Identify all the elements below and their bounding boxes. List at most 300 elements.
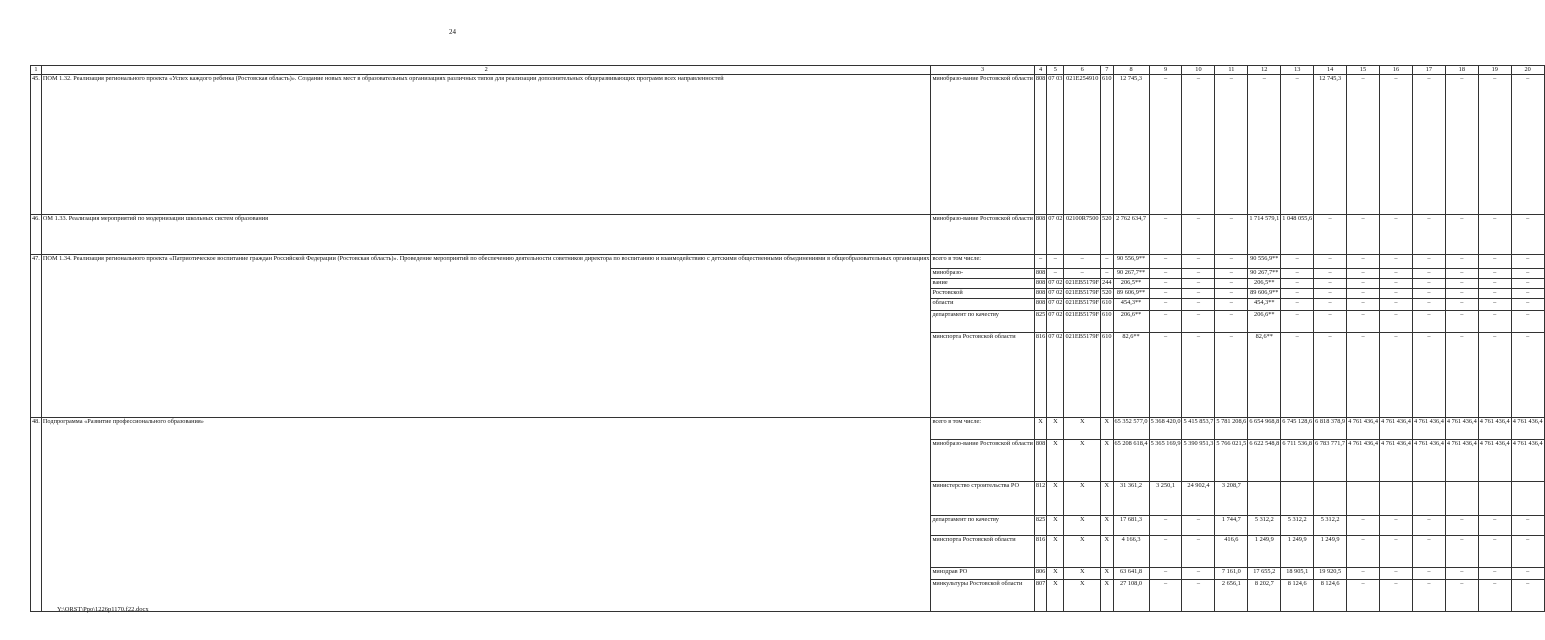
grbs-code: – <box>1034 255 1046 269</box>
table-row <box>31 255 1545 269</box>
amount-cell: – <box>1445 580 1478 612</box>
column-header-row <box>31 66 1545 75</box>
amount-cell: 90 267,7** <box>1113 269 1149 279</box>
amount-cell: 6 783 771,7 <box>1314 440 1347 482</box>
amount-cell: 17 655,2 <box>1248 568 1281 580</box>
amount-cell: – <box>1347 215 1380 255</box>
amount-cell: 18 905,1 <box>1281 568 1314 580</box>
amount-cell: 206,5** <box>1248 279 1281 289</box>
column-header: 5 <box>1047 66 1064 75</box>
amount-cell: 24 902,4 <box>1182 482 1215 516</box>
amount-cell: 12 745,3 <box>1314 75 1347 215</box>
amount-cell: 2 656,1 <box>1215 580 1248 612</box>
amount-cell: 1 249,9 <box>1281 536 1314 568</box>
amount-cell: – <box>1347 255 1380 269</box>
amount-cell: 90 556,9** <box>1113 255 1149 269</box>
amount-cell: – <box>1478 311 1511 333</box>
amount-cell: – <box>1478 536 1511 568</box>
amount-cell: 4 761 436,4 <box>1478 440 1511 482</box>
amount-cell: – <box>1511 580 1544 612</box>
target-article-code: – <box>1064 255 1101 269</box>
amount-cell: 31 361,2 <box>1113 482 1149 516</box>
amount-cell: – <box>1149 75 1182 215</box>
target-article-code: X <box>1064 536 1101 568</box>
amount-cell: – <box>1149 289 1182 299</box>
amount-cell: 82,6** <box>1113 333 1149 418</box>
grbs-code: 825 <box>1034 311 1046 333</box>
amount-cell: 6 818 378,9 <box>1314 418 1347 440</box>
amount-cell: – <box>1182 279 1215 289</box>
amount-cell: – <box>1380 279 1413 289</box>
amount-cell: – <box>1478 299 1511 311</box>
amount-cell: – <box>1182 536 1215 568</box>
expense-type-code: X <box>1101 536 1113 568</box>
amount-cell: – <box>1478 269 1511 279</box>
target-article-code: 021EB5179F <box>1064 279 1101 289</box>
amount-cell: 5 365 169,9 <box>1149 440 1182 482</box>
amount-cell: – <box>1182 215 1215 255</box>
expense-type-code: 610 <box>1101 311 1113 333</box>
executor-cell: минобразо-вание Ростовской области <box>931 215 1034 255</box>
amount-cell: – <box>1412 75 1445 215</box>
amount-cell: 4 761 436,4 <box>1445 418 1478 440</box>
section-code: X <box>1047 418 1064 440</box>
amount-cell: – <box>1445 568 1478 580</box>
amount-cell: – <box>1182 580 1215 612</box>
amount-cell: – <box>1182 299 1215 311</box>
amount-cell: – <box>1380 215 1413 255</box>
amount-cell: – <box>1412 299 1445 311</box>
section-code: X <box>1047 516 1064 536</box>
target-article-code: X <box>1064 568 1101 580</box>
expense-type-code: X <box>1101 482 1113 516</box>
grbs-code: 808 <box>1034 299 1046 311</box>
amount-cell: 206,5** <box>1113 279 1149 289</box>
section-code: 07 02 <box>1047 333 1064 418</box>
amount-cell: – <box>1380 568 1413 580</box>
executor-cell: минобразо- <box>931 269 1034 279</box>
table-row <box>31 215 1545 255</box>
row-number: 45. <box>31 75 42 215</box>
expense-type-code: 610 <box>1101 75 1113 215</box>
amount-cell: – <box>1380 311 1413 333</box>
expense-type-code: – <box>1101 255 1113 269</box>
amount-cell: 1 048 055,6 <box>1281 215 1314 255</box>
column-header: 7 <box>1101 66 1113 75</box>
target-article-code: 021EB5179F <box>1064 333 1101 418</box>
grbs-code: 808 <box>1034 75 1046 215</box>
amount-cell: – <box>1445 299 1478 311</box>
amount-cell: – <box>1281 333 1314 418</box>
table-row <box>31 75 1545 215</box>
column-header: 8 <box>1113 66 1149 75</box>
column-header: 12 <box>1248 66 1281 75</box>
amount-cell: – <box>1511 333 1544 418</box>
column-header: 15 <box>1347 66 1380 75</box>
amount-cell: – <box>1182 75 1215 215</box>
amount-cell: – <box>1380 289 1413 299</box>
section-code: X <box>1047 440 1064 482</box>
amount-cell: 6 654 968,8 <box>1248 418 1281 440</box>
amount-cell: – <box>1511 269 1544 279</box>
amount-cell: – <box>1347 568 1380 580</box>
amount-cell: – <box>1149 333 1182 418</box>
amount-cell: 4 761 436,4 <box>1511 418 1544 440</box>
amount-cell: 4 761 436,4 <box>1380 418 1413 440</box>
amount-cell: – <box>1380 516 1413 536</box>
amount-cell: – <box>1281 269 1314 279</box>
amount-cell: – <box>1281 255 1314 269</box>
section-code: 07 02 <box>1047 299 1064 311</box>
measure-name: ОМ 1.33. Реализация мероприятий по модернизации школьных систем образования <box>41 215 931 255</box>
amount-cell: – <box>1314 215 1347 255</box>
amount-cell: – <box>1412 580 1445 612</box>
amount-cell: – <box>1149 279 1182 289</box>
amount-cell: 4 761 436,4 <box>1412 418 1445 440</box>
amount-cell: – <box>1478 215 1511 255</box>
amount-cell: – <box>1412 516 1445 536</box>
amount-cell: – <box>1445 289 1478 299</box>
amount-cell: 5 312,2 <box>1281 516 1314 536</box>
amount-cell: – <box>1281 311 1314 333</box>
amount-cell: 4 761 436,4 <box>1347 418 1380 440</box>
executor-cell: вание <box>931 279 1034 289</box>
expense-type-code: X <box>1101 418 1113 440</box>
amount-cell: – <box>1347 75 1380 215</box>
amount-cell: 90 267,7** <box>1248 269 1281 279</box>
amount-cell: 65 208 618,4 <box>1113 440 1149 482</box>
amount-cell: 1 249,9 <box>1314 536 1347 568</box>
amount-cell: 5 781 208,6 <box>1215 418 1248 440</box>
row-number: 47. <box>31 255 42 418</box>
amount-cell: – <box>1182 516 1215 536</box>
amount-cell: – <box>1412 279 1445 289</box>
amount-cell: – <box>1215 215 1248 255</box>
amount-cell: – <box>1347 299 1380 311</box>
target-article-code: – <box>1064 269 1101 279</box>
amount-cell: – <box>1215 279 1248 289</box>
amount-cell: – <box>1380 269 1413 279</box>
expense-type-code: 610 <box>1101 299 1113 311</box>
amount-cell: – <box>1314 255 1347 269</box>
amount-cell: – <box>1314 289 1347 299</box>
budget-table <box>30 65 1545 612</box>
column-header: 9 <box>1149 66 1182 75</box>
amount-cell: – <box>1215 311 1248 333</box>
target-article-code: 021EB5179F <box>1064 289 1101 299</box>
amount-cell: – <box>1314 311 1347 333</box>
amount-cell: 1 744,7 <box>1215 516 1248 536</box>
amount-cell: – <box>1314 269 1347 279</box>
target-article-code: X <box>1064 482 1101 516</box>
amount-cell: – <box>1182 255 1215 269</box>
amount-cell: – <box>1511 568 1544 580</box>
amount-cell: – <box>1182 289 1215 299</box>
amount-cell <box>1445 482 1478 516</box>
target-article-code: X <box>1064 580 1101 612</box>
executor-cell: минобразо-вание Ростовской области <box>931 440 1034 482</box>
expense-type-code: X <box>1101 568 1113 580</box>
executor-cell: минкультуры Ростовской области <box>931 580 1034 612</box>
file-path-footer: Y:\ORST\Ppo\1226p1170.f22.docx <box>57 606 149 613</box>
amount-cell: – <box>1478 75 1511 215</box>
column-header: 1 <box>31 66 42 75</box>
executor-cell: минздрав РО <box>931 568 1034 580</box>
amount-cell: – <box>1445 311 1478 333</box>
amount-cell: 1 714 579,1 <box>1248 215 1281 255</box>
column-header: 18 <box>1445 66 1478 75</box>
amount-cell: 4 761 436,4 <box>1347 440 1380 482</box>
amount-cell: – <box>1182 269 1215 279</box>
executor-cell: департамент по качеству <box>931 311 1034 333</box>
amount-cell: – <box>1478 568 1511 580</box>
grbs-code: 816 <box>1034 536 1046 568</box>
amount-cell: 4 761 436,4 <box>1511 440 1544 482</box>
column-header: 17 <box>1412 66 1445 75</box>
amount-cell: – <box>1149 311 1182 333</box>
amount-cell: – <box>1478 279 1511 289</box>
amount-cell: – <box>1511 75 1544 215</box>
column-header: 2 <box>41 66 931 75</box>
row-number: 46. <box>31 215 42 255</box>
amount-cell: 454,3** <box>1248 299 1281 311</box>
executor-cell: области <box>931 299 1034 311</box>
amount-cell: 5 312,2 <box>1248 516 1281 536</box>
amount-cell: – <box>1149 269 1182 279</box>
amount-cell: – <box>1149 215 1182 255</box>
target-article-code: X <box>1064 418 1101 440</box>
amount-cell: – <box>1412 311 1445 333</box>
column-header: 13 <box>1281 66 1314 75</box>
amount-cell: – <box>1347 516 1380 536</box>
amount-cell: – <box>1380 75 1413 215</box>
amount-cell <box>1511 482 1544 516</box>
amount-cell: 90 556,9** <box>1248 255 1281 269</box>
amount-cell: – <box>1380 536 1413 568</box>
amount-cell: – <box>1412 215 1445 255</box>
amount-cell: 27 108,0 <box>1113 580 1149 612</box>
amount-cell: – <box>1478 289 1511 299</box>
amount-cell <box>1248 482 1281 516</box>
amount-cell: – <box>1445 215 1478 255</box>
section-code: 07 03 <box>1047 75 1064 215</box>
amount-cell: – <box>1445 536 1478 568</box>
grbs-code: 807 <box>1034 580 1046 612</box>
amount-cell: – <box>1511 255 1544 269</box>
amount-cell: 5 415 853,7 <box>1182 418 1215 440</box>
amount-cell: – <box>1215 269 1248 279</box>
amount-cell: 5 368 420,0 <box>1149 418 1182 440</box>
amount-cell: – <box>1149 568 1182 580</box>
amount-cell: – <box>1445 75 1478 215</box>
amount-cell: 6 711 536,8 <box>1281 440 1314 482</box>
section-code: 07 02 <box>1047 215 1064 255</box>
amount-cell: – <box>1182 333 1215 418</box>
amount-cell: – <box>1412 255 1445 269</box>
amount-cell: – <box>1215 75 1248 215</box>
grbs-code: 808 <box>1034 215 1046 255</box>
executor-cell: минспорта Ростовской области <box>931 333 1034 418</box>
amount-cell: – <box>1478 333 1511 418</box>
amount-cell: – <box>1149 580 1182 612</box>
amount-cell: – <box>1445 269 1478 279</box>
amount-cell: 63 641,8 <box>1113 568 1149 580</box>
amount-cell: – <box>1412 333 1445 418</box>
amount-cell: 3 208,7 <box>1215 482 1248 516</box>
section-code: 07 02 <box>1047 289 1064 299</box>
amount-cell: – <box>1347 536 1380 568</box>
expense-type-code: – <box>1101 269 1113 279</box>
amount-cell: – <box>1281 289 1314 299</box>
expense-type-code: 244 <box>1101 279 1113 289</box>
executor-cell: департамент по качеству <box>931 516 1034 536</box>
target-article-code: 021E254910 <box>1064 75 1101 215</box>
measure-name: ПОМ 1.34. Реализация регионального проекта «Патриотическое воспитание граждан Российской Федерации (Ростовская область)». Проведение мероприятий по обеспечению деятельности советников директора по воспитанию и взаимодействию с детскими общественными объединениями в общеобразовательных организациях <box>41 255 931 418</box>
amount-cell: – <box>1149 299 1182 311</box>
amount-cell: – <box>1445 333 1478 418</box>
column-header: 3 <box>931 66 1034 75</box>
section-code: X <box>1047 482 1064 516</box>
amount-cell: 6 745 128,6 <box>1281 418 1314 440</box>
amount-cell: – <box>1511 299 1544 311</box>
amount-cell: 12 745,3 <box>1113 75 1149 215</box>
amount-cell: 89 606,9** <box>1248 289 1281 299</box>
grbs-code: 808 <box>1034 279 1046 289</box>
amount-cell: 65 352 577,0 <box>1113 418 1149 440</box>
amount-cell: – <box>1149 536 1182 568</box>
section-code: 07 02 <box>1047 311 1064 333</box>
amount-cell: 17 681,3 <box>1113 516 1149 536</box>
amount-cell: – <box>1511 311 1544 333</box>
page-number: 24 <box>449 28 456 36</box>
measure-name: ПОМ 1.32. Реализация регионального проекта «Успех каждого ребенка (Ростовская область)». Создание новых мест в образовательных организациях различных типов для реализации дополнительных общеразвивающих программ всех направленностей <box>41 75 931 215</box>
section-code: – <box>1047 255 1064 269</box>
amount-cell: – <box>1281 75 1314 215</box>
amount-cell: 7 161,0 <box>1215 568 1248 580</box>
amount-cell: 206,6** <box>1248 311 1281 333</box>
column-header: 6 <box>1064 66 1101 75</box>
amount-cell: – <box>1281 299 1314 311</box>
expense-type-code: X <box>1101 516 1113 536</box>
amount-cell: 454,3** <box>1113 299 1149 311</box>
amount-cell: 3 250,1 <box>1149 482 1182 516</box>
amount-cell: 82,6** <box>1248 333 1281 418</box>
amount-cell: – <box>1412 568 1445 580</box>
grbs-code: 808 <box>1034 440 1046 482</box>
amount-cell: 8 202,7 <box>1248 580 1281 612</box>
amount-cell: 4 761 436,4 <box>1478 418 1511 440</box>
target-article-code: 021EB5179F <box>1064 311 1101 333</box>
amount-cell: – <box>1347 289 1380 299</box>
amount-cell: – <box>1445 279 1478 289</box>
column-header: 10 <box>1182 66 1215 75</box>
expense-type-code: 610 <box>1101 333 1113 418</box>
executor-cell: всего в том числе: <box>931 255 1034 269</box>
amount-cell: – <box>1347 580 1380 612</box>
measure-name: Подпрограмма «Развитие профессионального образования» <box>41 418 931 612</box>
amount-cell: 4 761 436,4 <box>1412 440 1445 482</box>
amount-cell: – <box>1215 289 1248 299</box>
grbs-code: X <box>1034 418 1046 440</box>
amount-cell: 4 166,3 <box>1113 536 1149 568</box>
amount-cell: – <box>1380 333 1413 418</box>
amount-cell: – <box>1347 311 1380 333</box>
amount-cell: – <box>1380 255 1413 269</box>
amount-cell <box>1412 482 1445 516</box>
amount-cell: – <box>1215 255 1248 269</box>
grbs-code: 825 <box>1034 516 1046 536</box>
amount-cell: 2 762 634,7 <box>1113 215 1149 255</box>
amount-cell: – <box>1511 289 1544 299</box>
amount-cell <box>1478 482 1511 516</box>
amount-cell: – <box>1412 536 1445 568</box>
amount-cell: – <box>1149 255 1182 269</box>
amount-cell: 1 249,9 <box>1248 536 1281 568</box>
amount-cell: – <box>1182 568 1215 580</box>
expense-type-code: X <box>1101 580 1113 612</box>
amount-cell: 5 312,2 <box>1314 516 1347 536</box>
target-article-code: X <box>1064 440 1101 482</box>
expense-type-code: 520 <box>1101 215 1113 255</box>
amount-cell: – <box>1478 516 1511 536</box>
grbs-code: 812 <box>1034 482 1046 516</box>
amount-cell: – <box>1281 279 1314 289</box>
amount-cell: – <box>1314 333 1347 418</box>
amount-cell: – <box>1347 333 1380 418</box>
amount-cell: – <box>1314 299 1347 311</box>
column-header: 19 <box>1478 66 1511 75</box>
amount-cell <box>1281 482 1314 516</box>
column-header: 16 <box>1380 66 1413 75</box>
amount-cell: 5 390 951,3 <box>1182 440 1215 482</box>
amount-cell: 5 766 021,5 <box>1215 440 1248 482</box>
amount-cell: 4 761 436,4 <box>1445 440 1478 482</box>
column-header: 14 <box>1314 66 1347 75</box>
amount-cell: 6 622 548,8 <box>1248 440 1281 482</box>
amount-cell: – <box>1412 289 1445 299</box>
amount-cell: – <box>1511 516 1544 536</box>
target-article-code: 02100R7500 <box>1064 215 1101 255</box>
amount-cell: 19 920,5 <box>1314 568 1347 580</box>
amount-cell: 89 606,9** <box>1113 289 1149 299</box>
section-code: X <box>1047 568 1064 580</box>
amount-cell: – <box>1412 269 1445 279</box>
executor-cell: минобразо-вание Ростовской области <box>931 75 1034 215</box>
amount-cell: – <box>1215 299 1248 311</box>
amount-cell: 8 124,6 <box>1281 580 1314 612</box>
amount-cell: – <box>1380 580 1413 612</box>
column-header: 20 <box>1511 66 1544 75</box>
amount-cell: – <box>1347 269 1380 279</box>
grbs-code: 806 <box>1034 568 1046 580</box>
amount-cell: – <box>1347 279 1380 289</box>
amount-cell: 206,6** <box>1113 311 1149 333</box>
grbs-code: 816 <box>1034 333 1046 418</box>
amount-cell <box>1314 482 1347 516</box>
section-code: 07 02 <box>1047 279 1064 289</box>
target-article-code: 021EB5179F <box>1064 299 1101 311</box>
amount-cell: – <box>1215 333 1248 418</box>
amount-cell: – <box>1445 255 1478 269</box>
amount-cell: 4 761 436,4 <box>1380 440 1413 482</box>
row-number: 48. <box>31 418 42 612</box>
amount-cell: – <box>1511 536 1544 568</box>
expense-type-code: X <box>1101 440 1113 482</box>
expense-type-code: 520 <box>1101 289 1113 299</box>
executor-cell: министерство строительства РО <box>931 482 1034 516</box>
target-article-code: X <box>1064 516 1101 536</box>
section-code: X <box>1047 536 1064 568</box>
